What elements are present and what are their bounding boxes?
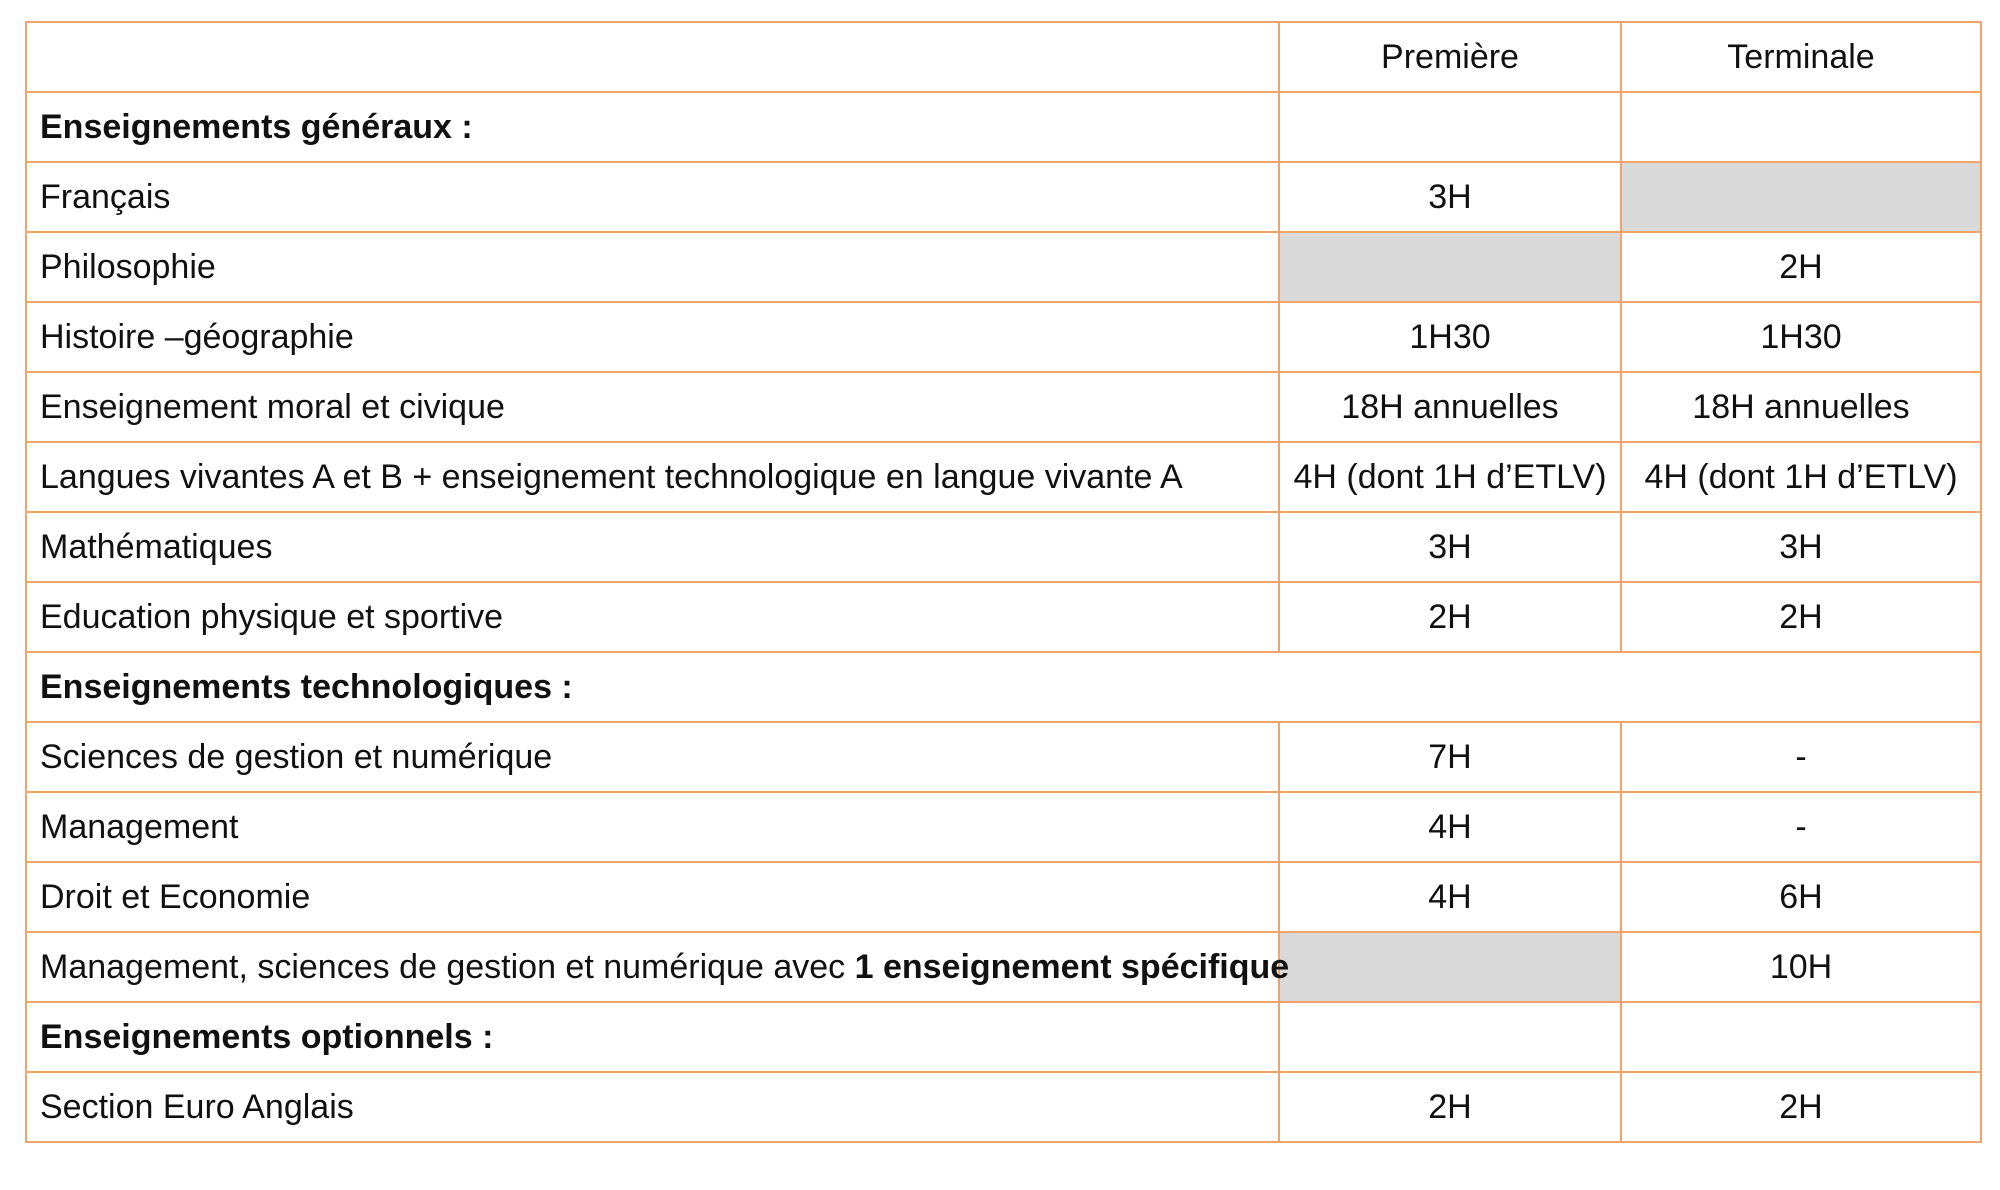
premiere-cell <box>1279 92 1621 162</box>
header-premiere: Première <box>1279 22 1621 92</box>
terminale-cell: 18H annuelles <box>1621 372 1981 442</box>
subject-label-cell <box>26 932 1290 1002</box>
course-hours-table <box>25 21 1982 1143</box>
table-row <box>26 582 1981 652</box>
terminale-cell: 10H <box>1621 932 1981 1002</box>
table-row <box>26 162 1981 232</box>
subject-label: Philosophie <box>26 232 1279 302</box>
premiere-cell: 3H <box>1279 162 1621 232</box>
table-row <box>26 1072 1981 1142</box>
terminale-cell: - <box>1621 722 1981 792</box>
section-row-technological <box>26 652 1981 722</box>
premiere-cell: 2H <box>1279 1072 1621 1142</box>
terminale-cell: 2H <box>1621 1072 1981 1142</box>
section-label: Enseignements généraux : <box>26 92 1279 162</box>
premiere-cell: 18H annuelles <box>1279 372 1621 442</box>
table-row <box>26 792 1981 862</box>
subject-label: Droit et Economie <box>26 862 1279 932</box>
premiere-cell: 4H <box>1279 862 1621 932</box>
subject-label: Langues vivantes A et B + enseignement technologique en langue vivante A <box>26 442 1279 512</box>
premiere-shaded-cell <box>1279 932 1621 1002</box>
subject-label: Sciences de gestion et numérique <box>26 722 1279 792</box>
table-row <box>26 372 1981 442</box>
terminale-cell <box>1621 92 1981 162</box>
terminale-cell <box>1621 1002 1981 1072</box>
premiere-cell: 2H <box>1279 582 1621 652</box>
section-label: Enseignements technologiques : <box>26 652 1981 722</box>
terminale-cell: 4H (dont 1H d’ETLV) <box>1621 442 1981 512</box>
premiere-cell: 4H <box>1279 792 1621 862</box>
header-terminale: Terminale <box>1621 22 1981 92</box>
terminale-shaded-cell <box>1621 162 1981 232</box>
premiere-cell <box>1279 1002 1621 1072</box>
subject-label: Mathématiques <box>26 512 1279 582</box>
terminale-cell: - <box>1621 792 1981 862</box>
subject-label: Histoire –géographie <box>26 302 1279 372</box>
table-header-row <box>26 22 1981 92</box>
section-label: Enseignements optionnels : <box>26 1002 1279 1072</box>
subject-label: Education physique et sportive <box>26 582 1279 652</box>
premiere-cell: 7H <box>1279 722 1621 792</box>
terminale-cell: 3H <box>1621 512 1981 582</box>
terminale-cell: 6H <box>1621 862 1981 932</box>
course-hours-table-wrapper <box>25 21 1980 1143</box>
subject-label-bold-part: 1 enseignement spécifique <box>854 948 1290 986</box>
table-row <box>26 232 1981 302</box>
subject-label: Français <box>26 162 1279 232</box>
table-row <box>26 302 1981 372</box>
premiere-cell: 3H <box>1279 512 1621 582</box>
premiere-cell: 1H30 <box>1279 302 1621 372</box>
premiere-shaded-cell <box>1279 232 1621 302</box>
section-row-optional <box>26 1002 1981 1072</box>
table-row <box>26 932 1981 1002</box>
header-empty-cell <box>26 22 1279 92</box>
subject-label: Management, sciences de gestion et numérique avec <box>40 948 855 986</box>
terminale-cell: 2H <box>1621 232 1981 302</box>
subject-label: Section Euro Anglais <box>26 1072 1279 1142</box>
section-row-general <box>26 92 1981 162</box>
terminale-cell: 1H30 <box>1621 302 1981 372</box>
subject-label: Management <box>26 792 1279 862</box>
terminale-cell: 2H <box>1621 582 1981 652</box>
table-row <box>26 512 1981 582</box>
subject-label: Enseignement moral et civique <box>26 372 1279 442</box>
premiere-cell: 4H (dont 1H d’ETLV) <box>1279 442 1621 512</box>
table-row <box>26 442 1981 512</box>
table-row <box>26 722 1981 792</box>
table-row <box>26 862 1981 932</box>
